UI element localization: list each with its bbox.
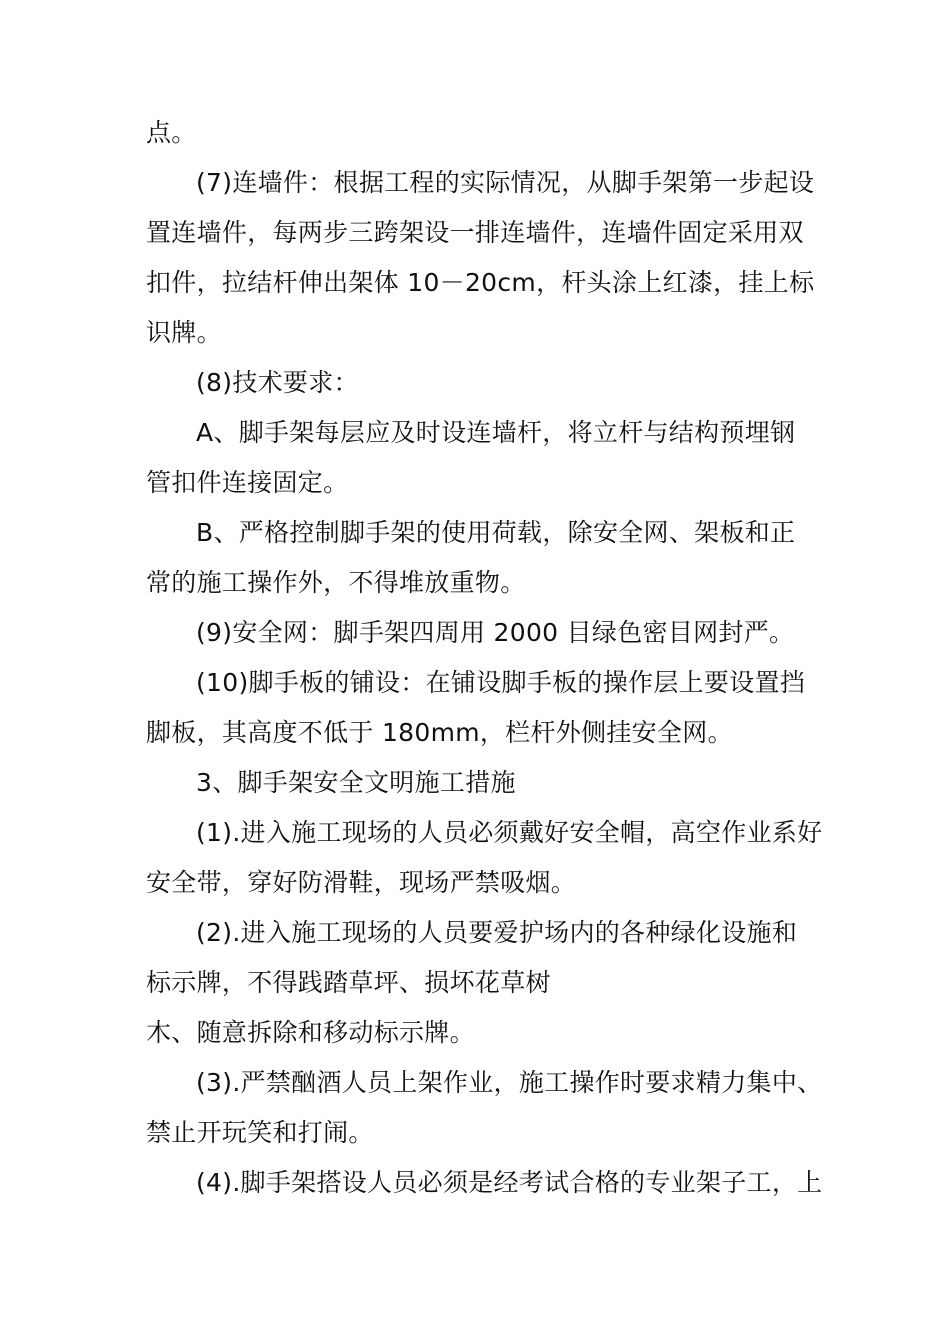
text-line: 管扣件连接固定。 — [146, 468, 349, 497]
paragraph-line: (3).严禁酗酒人员上架作业，施工操作时要求精力集中、 — [196, 1068, 823, 1097]
text-line: 置连墙件，每两步三跨架设一排连墙件，连墙件固定采用双 — [146, 218, 804, 247]
text-line: 常的施工操作外，不得堆放重物。 — [146, 568, 526, 597]
paragraph-line: B、严格控制脚手架的使用荷载，除安全网、架板和正 — [196, 518, 796, 547]
paragraph-line: (8)技术要求： — [196, 368, 359, 397]
text-line: 禁止开玩笑和打闹。 — [146, 1118, 374, 1147]
text-line: 安全带，穿好防滑鞋，现场严禁吸烟。 — [146, 868, 577, 897]
text-line: 木、随意拆除和移动标示牌。 — [146, 1018, 475, 1047]
paragraph-line: (7)连墙件：根据工程的实际情况，从脚手架第一步起设 — [196, 168, 815, 197]
section-heading: 3、脚手架安全文明施工措施 — [196, 768, 516, 797]
paragraph-line: (9)安全网：脚手架四周用 2000 目绿色密目网封严。 — [196, 618, 795, 647]
text-line: 标示牌，不得践踏草坪、损坏花草树 — [146, 968, 551, 997]
paragraph-line: (1).进入施工现场的人员必须戴好安全帽，高空作业系好 — [196, 818, 823, 847]
text-line: 点。 — [146, 118, 197, 147]
paragraph-line: A、脚手架每层应及时设连墙杆，将立杆与结构预埋钢 — [196, 418, 796, 447]
paragraph-line: (10)脚手板的铺设：在铺设脚手板的操作层上要设置挡 — [196, 668, 806, 697]
paragraph-line: (2).进入施工现场的人员要爱护场内的各种绿化设施和 — [196, 918, 798, 947]
text-line: 扣件，拉结杆伸出架体 10－20cm，杆头涂上红漆，挂上标 — [146, 268, 815, 297]
text-line: 脚板，其高度不低于 180mm，栏杆外侧挂安全网。 — [146, 718, 733, 747]
paragraph-line: (4).脚手架搭设人员必须是经考试合格的专业架子工，上 — [196, 1168, 823, 1197]
text-line: 识牌。 — [146, 318, 222, 347]
